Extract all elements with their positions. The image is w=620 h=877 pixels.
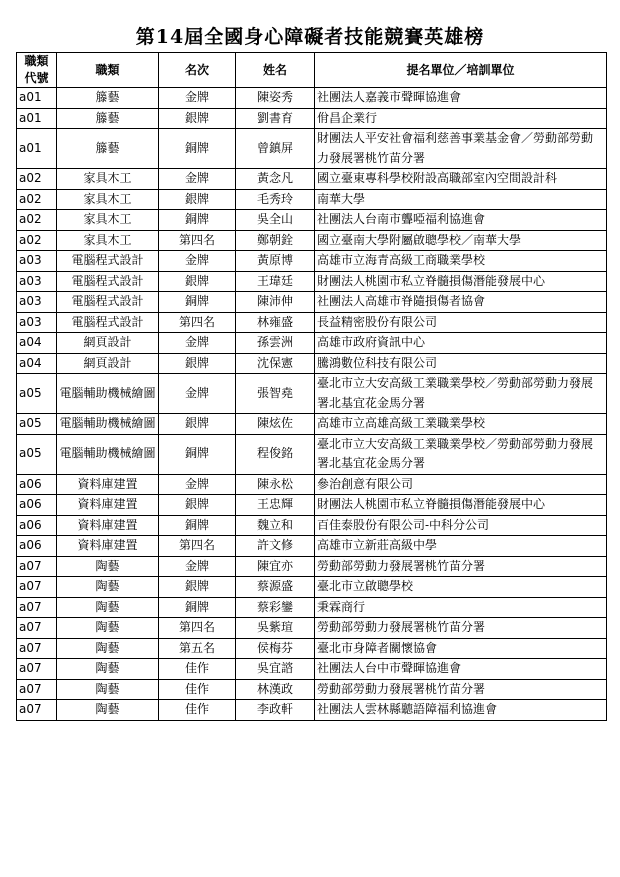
cell-code: a05 [17,374,57,414]
cell-name: 魏立和 [236,515,315,536]
cell-category: 電腦輔助機械繪圖 [57,434,159,474]
cell-name: 陳炫佐 [236,414,315,435]
cell-award: 金牌 [159,251,236,272]
cell-name: 陳沛伸 [236,292,315,313]
cell-award: 佳作 [159,659,236,680]
cell-name: 侯梅芬 [236,638,315,659]
cell-code: a05 [17,434,57,474]
table-row [17,353,607,374]
cell-award: 銀牌 [159,108,236,129]
cell-name: 毛秀玲 [236,189,315,210]
table-row [17,374,607,414]
cell-name: 黃念凡 [236,169,315,190]
cell-unit: 勞動部勞動力發展署桃竹苗分署 [315,679,607,700]
cell-category: 家具木工 [57,189,159,210]
cell-name: 蔡彩鑾 [236,597,315,618]
cell-award: 銀牌 [159,271,236,292]
cell-name: 王忠輝 [236,495,315,516]
table-row [17,230,607,251]
cell-award: 銅牌 [159,210,236,231]
cell-category: 資料庫建置 [57,536,159,557]
cell-category: 陶藝 [57,618,159,639]
cell-unit: 高雄市立海青高級工商職業學校 [315,251,607,272]
cell-unit: 長益精密股份有限公司 [315,312,607,333]
cell-award: 銅牌 [159,434,236,474]
cell-code: a03 [17,271,57,292]
cell-award: 銀牌 [159,577,236,598]
table-row [17,474,607,495]
cell-unit: 社團法人台中市聲暉協進會 [315,659,607,680]
table-row [17,251,607,272]
cell-name: 陳姿秀 [236,88,315,109]
cell-code: a04 [17,333,57,354]
table-row [17,129,607,169]
cell-award: 銀牌 [159,495,236,516]
cell-code: a07 [17,700,57,721]
cell-unit: 財團法人平安社會福利慈善事業基金會／勞動部勞動力發展署桃竹苗分署 [315,129,607,169]
cell-unit: 參治創意有限公司 [315,474,607,495]
cell-name: 吳宜諮 [236,659,315,680]
cell-category: 資料庫建置 [57,515,159,536]
cell-award: 銅牌 [159,515,236,536]
cell-code: a02 [17,169,57,190]
cell-code: a06 [17,495,57,516]
cell-name: 林漢政 [236,679,315,700]
cell-code: a06 [17,536,57,557]
cell-award: 金牌 [159,374,236,414]
cell-code: a03 [17,312,57,333]
cell-category: 電腦輔助機械繪圖 [57,374,159,414]
table-row [17,515,607,536]
table-row [17,536,607,557]
cell-name: 鄭朝銓 [236,230,315,251]
cell-award: 銀牌 [159,414,236,435]
cell-code: a07 [17,577,57,598]
table-row [17,495,607,516]
page-title: 第14屆全國身心障礙者技能競賽英雄榜 [135,26,485,48]
cell-name: 許文修 [236,536,315,557]
cell-unit: 高雄市政府資訊中心 [315,333,607,354]
table-row [17,679,607,700]
header-unit: 提名單位／培訓單位 [315,53,607,88]
cell-unit: 臺北市身障者關懷協會 [315,638,607,659]
cell-unit: 社團法人雲林縣聽語障福利協進會 [315,700,607,721]
cell-name: 劉書育 [236,108,315,129]
cell-name: 李政軒 [236,700,315,721]
cell-unit: 臺北市立啟聰學校 [315,577,607,598]
table-header-row [17,53,607,88]
cell-category: 電腦程式設計 [57,292,159,313]
cell-award: 銅牌 [159,292,236,313]
cell-award: 第四名 [159,536,236,557]
cell-name: 林雍盛 [236,312,315,333]
cell-category: 籐藝 [57,108,159,129]
cell-unit: 秉霖商行 [315,597,607,618]
cell-unit: 社團法人嘉義市聲暉協進會 [315,88,607,109]
cell-award: 金牌 [159,474,236,495]
table-row [17,169,607,190]
cell-name: 張智堯 [236,374,315,414]
cell-unit: 百佳泰股份有限公司-中科分公司 [315,515,607,536]
cell-name: 陳永松 [236,474,315,495]
cell-award: 第四名 [159,618,236,639]
cell-code: a03 [17,292,57,313]
cell-unit: 臺北市立大安高級工業職業學校／勞動部勞動力發展署北基宜花金馬分署 [315,374,607,414]
cell-code: a07 [17,659,57,680]
table-row [17,88,607,109]
cell-category: 家具木工 [57,230,159,251]
table-row [17,312,607,333]
cell-award: 金牌 [159,556,236,577]
cell-unit: 高雄市立新莊高級中學 [315,536,607,557]
table-row [17,271,607,292]
cell-unit: 財團法人桃園市私立脊髓損傷潛能發展中心 [315,495,607,516]
table-row [17,700,607,721]
cell-award: 銀牌 [159,189,236,210]
cell-category: 電腦輔助機械繪圖 [57,414,159,435]
cell-category: 陶藝 [57,679,159,700]
table-row [17,292,607,313]
cell-award: 銅牌 [159,597,236,618]
cell-unit: 社團法人台南市聾啞福利協進會 [315,210,607,231]
cell-unit: 臺北市立大安高級工業職業學校／勞動部勞動力發展署北基宜花金馬分署 [315,434,607,474]
header-category: 職類 [57,53,159,88]
cell-award: 金牌 [159,169,236,190]
cell-category: 電腦程式設計 [57,312,159,333]
cell-code: a05 [17,414,57,435]
cell-code: a01 [17,108,57,129]
cell-unit: 高雄市立高雄高級工業職業學校 [315,414,607,435]
cell-unit: 國立臺南大學附屬啟聰學校／南華大學 [315,230,607,251]
cell-code: a07 [17,679,57,700]
cell-unit: 社團法人高雄市脊隨損傷者協會 [315,292,607,313]
cell-award: 第四名 [159,312,236,333]
cell-category: 網頁設計 [57,353,159,374]
cell-name: 蔡源盛 [236,577,315,598]
cell-unit: 勞動部勞動力發展署桃竹苗分署 [315,618,607,639]
cell-unit: 騰鴻數位科技有限公司 [315,353,607,374]
cell-category: 陶藝 [57,659,159,680]
cell-award: 銀牌 [159,353,236,374]
cell-code: a02 [17,230,57,251]
cell-category: 陶藝 [57,700,159,721]
cell-name: 孫雲洲 [236,333,315,354]
cell-category: 陶藝 [57,577,159,598]
cell-award: 佳作 [159,679,236,700]
cell-category: 資料庫建置 [57,495,159,516]
cell-code: a07 [17,618,57,639]
cell-code: a07 [17,556,57,577]
cell-code: a07 [17,638,57,659]
table-row [17,638,607,659]
cell-name: 吳紫瑄 [236,618,315,639]
table-row [17,597,607,618]
cell-unit: 勞動部勞動力發展署桃竹苗分署 [315,556,607,577]
table-row [17,108,607,129]
cell-unit: 財團法人桃園市私立脊髓損傷潛能發展中心 [315,271,607,292]
table-row [17,333,607,354]
cell-award: 金牌 [159,333,236,354]
cell-name: 吳全山 [236,210,315,231]
cell-category: 網頁設計 [57,333,159,354]
cell-award: 銅牌 [159,129,236,169]
cell-name: 沈保憲 [236,353,315,374]
cell-category: 籐藝 [57,129,159,169]
cell-unit: 佾昌企業行 [315,108,607,129]
cell-category: 籐藝 [57,88,159,109]
cell-code: a02 [17,210,57,231]
cell-name: 陳宜亦 [236,556,315,577]
cell-award: 金牌 [159,88,236,109]
cell-unit: 南華大學 [315,189,607,210]
table-row [17,659,607,680]
cell-category: 電腦程式設計 [57,251,159,272]
cell-category: 陶藝 [57,556,159,577]
cell-code: a04 [17,353,57,374]
cell-code: a02 [17,189,57,210]
header-name: 姓名 [236,53,315,88]
cell-code: a06 [17,515,57,536]
cell-award: 第四名 [159,230,236,251]
table-row [17,556,607,577]
cell-code: a01 [17,129,57,169]
award-table [16,52,607,721]
table-row [17,434,607,474]
cell-code: a06 [17,474,57,495]
cell-award: 第五名 [159,638,236,659]
table-row [17,210,607,231]
cell-category: 陶藝 [57,597,159,618]
cell-category: 家具木工 [57,169,159,190]
table-body [17,88,607,721]
header-award: 名次 [159,53,236,88]
cell-category: 資料庫建置 [57,474,159,495]
cell-code: a07 [17,597,57,618]
table-row [17,618,607,639]
cell-code: a01 [17,88,57,109]
cell-name: 黃原博 [236,251,315,272]
cell-unit: 國立臺東專科學校附設高職部室內空間設計科 [315,169,607,190]
cell-category: 電腦程式設計 [57,271,159,292]
table-row [17,577,607,598]
cell-name: 曾鎮屏 [236,129,315,169]
cell-award: 佳作 [159,700,236,721]
cell-category: 家具木工 [57,210,159,231]
table-row [17,414,607,435]
cell-name: 王瑋廷 [236,271,315,292]
cell-code: a03 [17,251,57,272]
table-row [17,189,607,210]
cell-name: 程俊銘 [236,434,315,474]
cell-category: 陶藝 [57,638,159,659]
header-code: 職類代號 [17,53,57,88]
